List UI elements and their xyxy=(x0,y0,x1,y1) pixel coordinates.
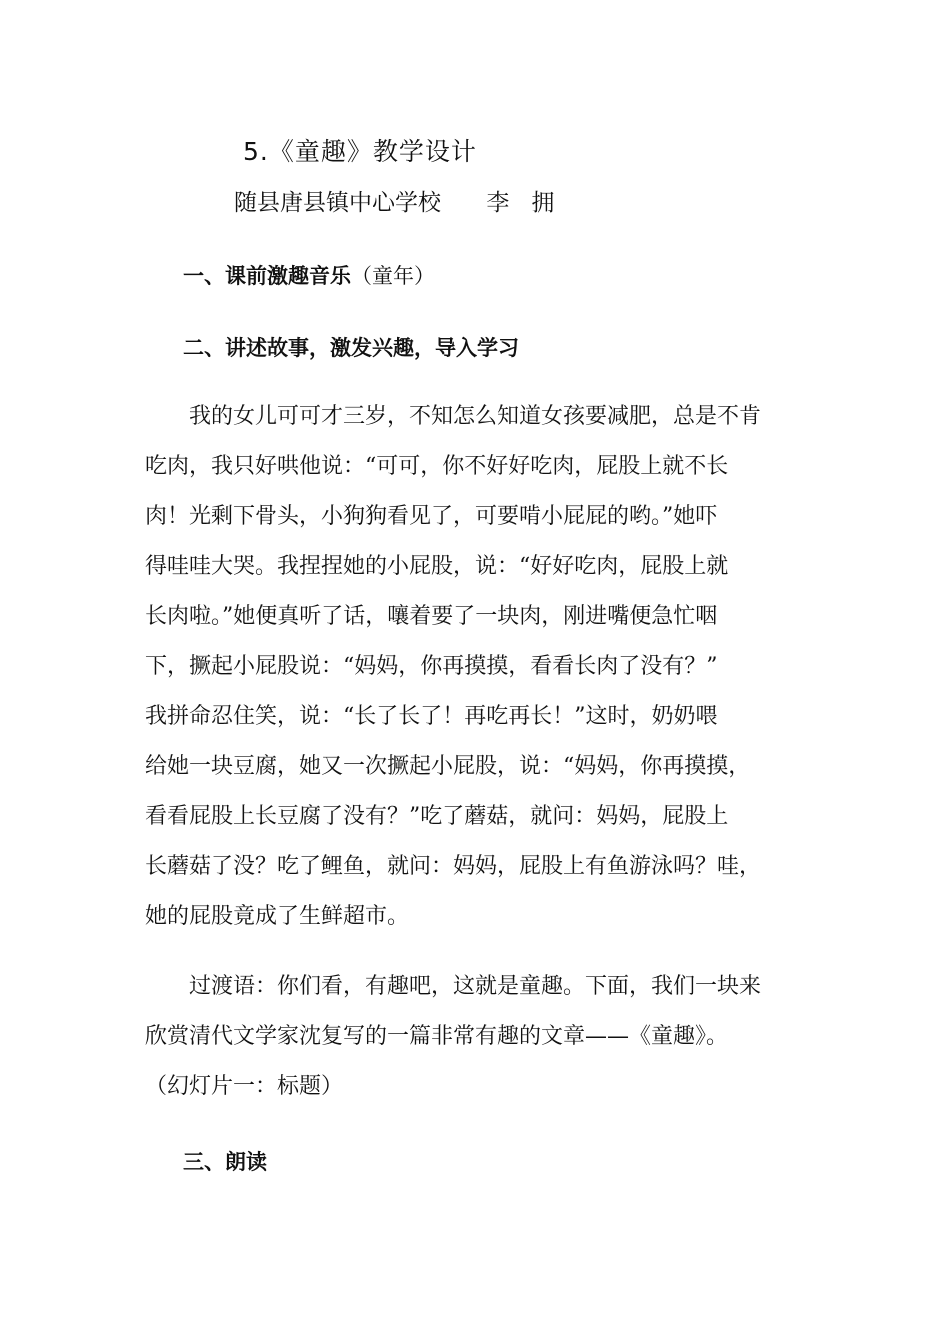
paragraph-line: 得哇哇大哭。我捏捏她的小屁股，说：“好好吃肉，屁股上就 xyxy=(145,554,729,579)
paragraph-line: 吃肉，我只好哄他说：“可可，你不好好吃肉，屁股上就不长 xyxy=(145,454,729,479)
paragraph-line: 长肉啦。”她便真听了话，嚷着要了一块肉，刚进嘴便急忙咽 xyxy=(145,604,718,629)
paragraph-line: 肉！光剩下骨头，小狗狗看见了，可要啃小屁屁的哟。”她吓 xyxy=(145,504,718,529)
paragraph-line: 下，撅起小屁股说：“妈妈，你再摸摸，看看长肉了没有？” xyxy=(145,654,718,679)
section-heading-1-text: 一、课前激趣音乐 xyxy=(183,264,351,288)
section-heading-2: 二、讲述故事，激发兴趣，导入学习 xyxy=(183,336,519,360)
paragraph-line: 她的屁股竟成了生鲜超市。 xyxy=(145,904,410,929)
section-heading-1 xyxy=(183,260,435,290)
paragraph-line: 我的女儿可可才三岁，不知怎么知道女孩要减肥，总是不肯 xyxy=(145,404,762,429)
paragraph-line: 给她一块豆腐，她又一次撅起小屁股，说：“妈妈，你再摸摸， xyxy=(145,754,751,779)
section-heading-3: 三、朗读 xyxy=(183,1150,267,1174)
paragraph-line: 我拼命忍住笑，说：“长了长了！再吃再长！”这时，奶奶喂 xyxy=(145,704,718,729)
section-heading-1-note: （童年） xyxy=(351,264,435,288)
transition-paragraph xyxy=(145,962,805,1112)
story-paragraph xyxy=(145,392,805,942)
author-school: 随县唐县镇中心学校 xyxy=(234,190,441,216)
author-name: 李拥 xyxy=(486,190,577,216)
paragraph-line: 长蘑菇了没？吃了鲤鱼，就问：妈妈，屁股上有鱼游泳吗？哇， xyxy=(145,854,762,879)
paragraph-line: 欣赏清代文学家沈复写的一篇非常有趣的文章——《童趣》。 xyxy=(145,1024,729,1049)
author-line xyxy=(234,184,576,217)
paragraph-line: 过渡语：你们看，有趣吧，这就是童趣。下面，我们一块来 xyxy=(145,974,762,999)
paragraph-line: （幻灯片一：标题） xyxy=(145,1074,344,1099)
paragraph-line: 看看屁股上长豆腐了没有？”吃了蘑菇，就问：妈妈，屁股上 xyxy=(145,804,729,829)
document-title: 5.《童趣》教学设计 xyxy=(243,137,477,166)
